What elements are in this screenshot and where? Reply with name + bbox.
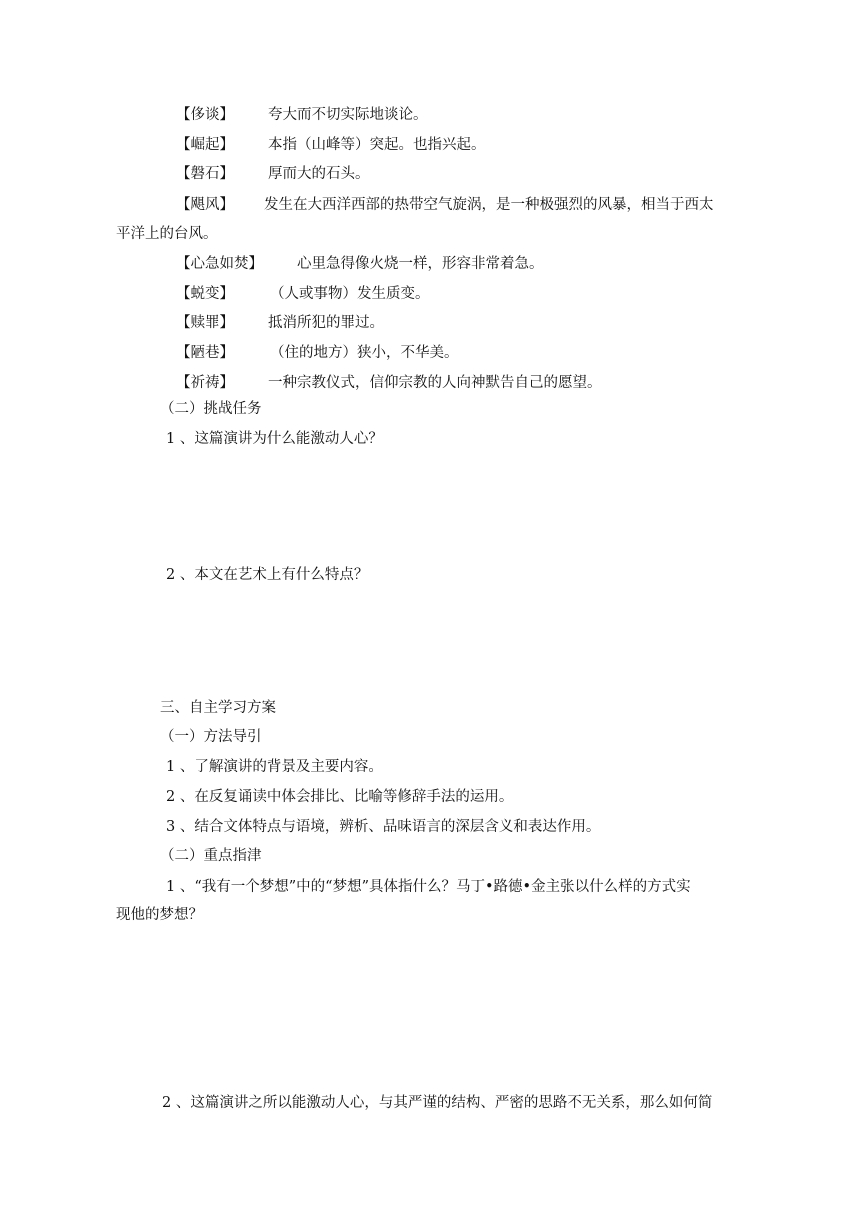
section-heading: （二）挑战任务	[160, 401, 262, 417]
vocab-definition-continued: 平洋上的台风。	[116, 226, 218, 242]
vocab-definition: 抵消所犯的罪过。	[268, 315, 384, 331]
vocab-definition: （人或事物）发生质变。	[270, 286, 430, 302]
vocab-definition: 心里急得像火烧一样，形容非常着急。	[297, 256, 544, 272]
subsection-heading: （一）方法导引	[160, 729, 262, 745]
vocab-definition: 一种宗教仪式，信仰宗教的人向神默告自己的愿望。	[268, 375, 602, 391]
vocab-term: 【赎罪】	[176, 315, 234, 331]
vocab-term: 【心急如焚】	[176, 256, 263, 272]
vocab-term: 【祈祷】	[176, 375, 234, 391]
vocab-term: 【侈谈】	[176, 107, 234, 123]
vocab-definition: （住的地方）狭小，不华美。	[270, 345, 459, 361]
method-item: 3 、结合文体特点与语境，辨析、品味语言的深层含义和表达作用。	[166, 819, 601, 835]
question: 2 、这篇演讲之所以能激动人心，与其严谨的结构、严密的思路不无关系，那么如何简	[162, 1095, 713, 1111]
vocab-term: 【磐石】	[176, 166, 234, 182]
question-continued: 现他的梦想？	[116, 907, 203, 923]
subsection-heading: （二）重点指津	[160, 848, 262, 864]
section-heading: 三、自主学习方案	[160, 700, 276, 716]
vocab-definition: 发生在大西洋西部的热带空气旋涡，是一种极强烈的风暴，相当于西太	[264, 197, 714, 213]
question: 2 、本文在艺术上有什么特点？	[166, 567, 369, 583]
vocab-term: 【飓风】	[176, 197, 234, 213]
question: 1 、“我有一个梦想”中的“梦想”具体指什么？马丁•路德•金主张以什么样的方式实	[166, 879, 691, 895]
vocab-term: 【崛起】	[176, 137, 234, 153]
vocab-term: 【蜕变】	[176, 286, 234, 302]
method-item: 1 、了解演讲的背景及主要内容。	[166, 759, 383, 775]
method-item: 2 、在反复诵读中体会排比、比喻等修辞手法的运用。	[166, 789, 514, 805]
question: 1 、这篇演讲为什么能激动人心？	[166, 431, 383, 447]
vocab-term: 【陋巷】	[176, 345, 234, 361]
vocab-definition: 厚而大的石头。	[268, 166, 370, 182]
vocab-definition: 夸大而不切实际地谈论。	[268, 107, 428, 123]
vocab-definition: 本指（山峰等）突起。也指兴起。	[268, 137, 486, 153]
